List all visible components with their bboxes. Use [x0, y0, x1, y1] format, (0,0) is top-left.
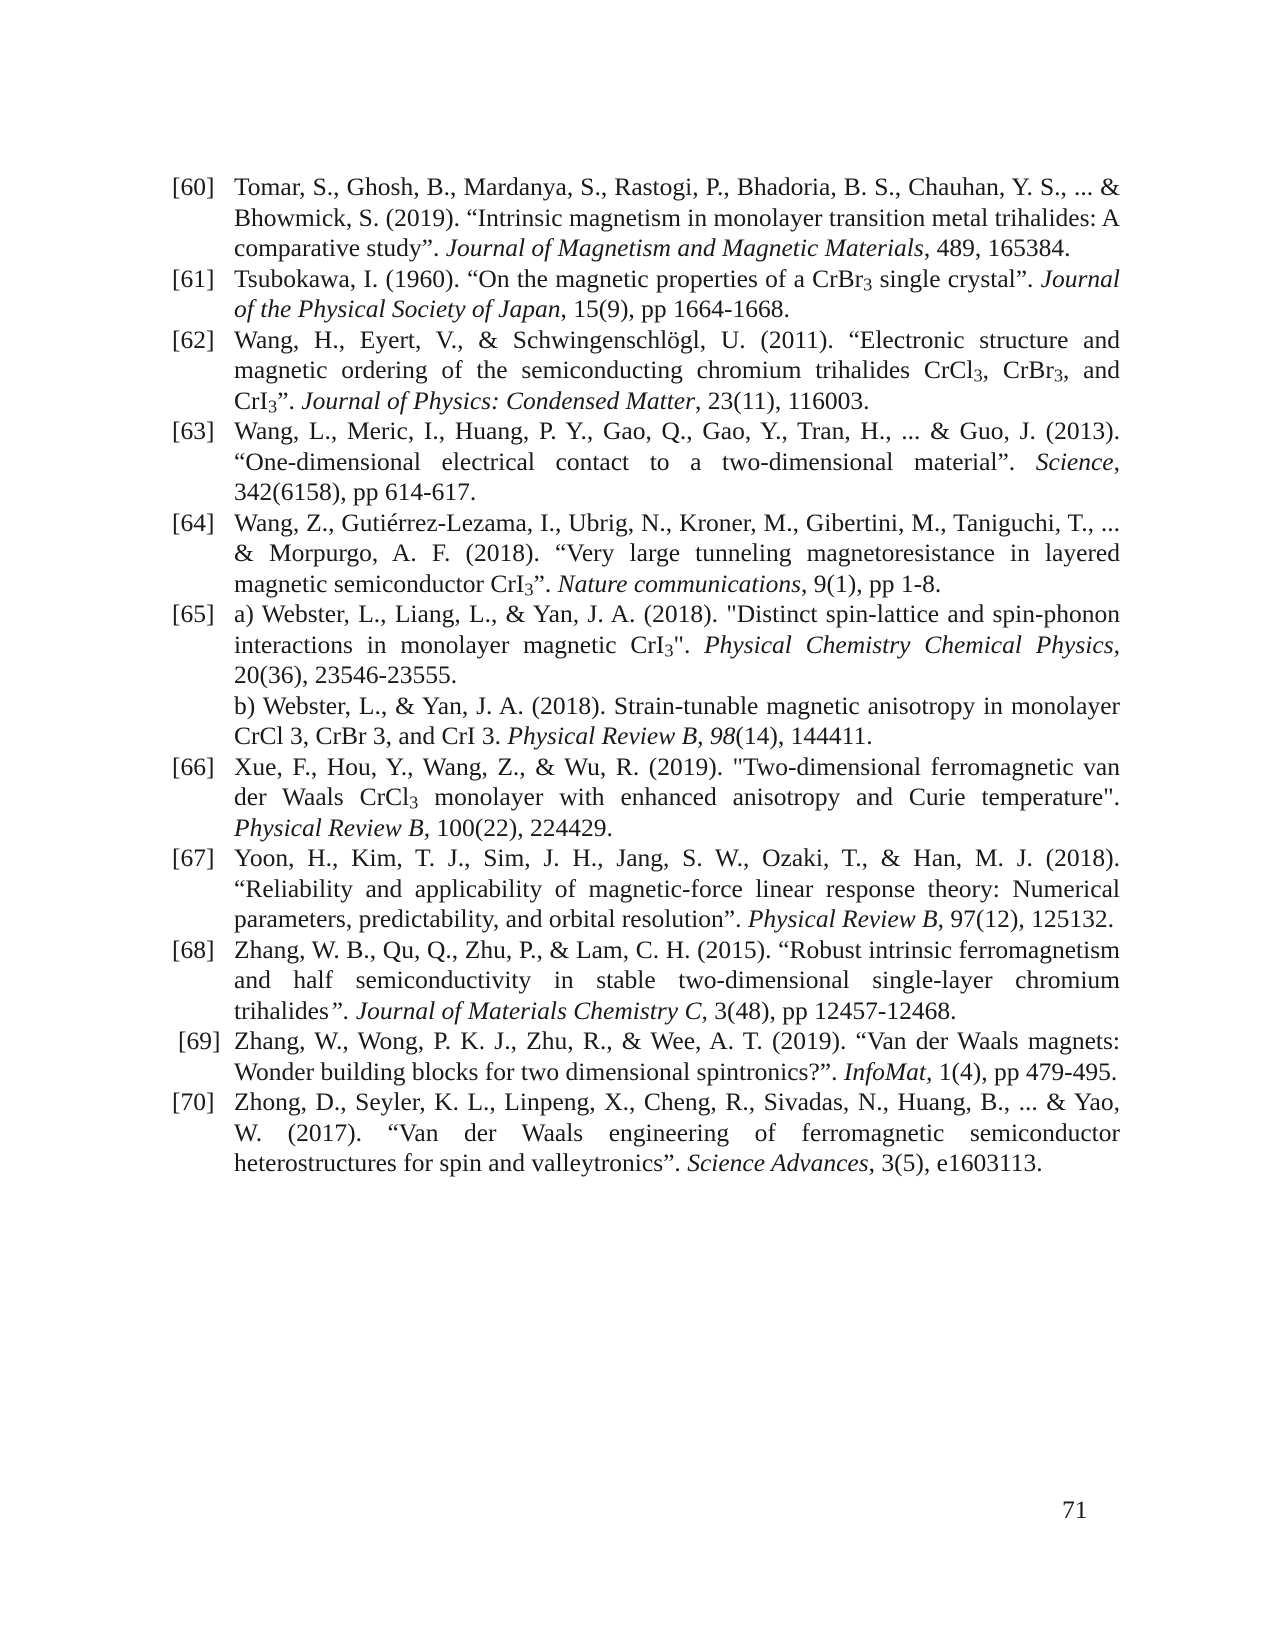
- reference-number: [69]: [178, 1026, 221, 1055]
- reference-number: [68]: [172, 934, 215, 964]
- reference-number: [61]: [172, 263, 215, 293]
- reference-number: [66]: [172, 751, 215, 781]
- reference-number: [62]: [172, 324, 215, 354]
- reference-number: [60]: [172, 172, 215, 201]
- reference-63: [63] Wang, L., Meric, I., Huang, P. Y., Gao, Q., Gao, Y., Tran, H., ... & Guo, J. (2013). “One-dimensional electrical contact to a two-dimensional material”. Science, 342(6158), pp 614-617.: [172, 416, 1120, 506]
- reference-66: [66] Xue, F., Hou, Y., Wang, Z., & Wu, R. (2019). "Two-dimensional ferromagnetic van der Waals CrCl$_3$ monolayer with enhanced anisotropy and Curie temperature". Physical Review B, 100(22), 224429.: [172, 751, 1120, 842]
- reference-number: [63]: [172, 416, 215, 445]
- reference-number: [67]: [172, 843, 215, 872]
- reference-65: [172, 599, 1120, 752]
- reference-69: [69] Zhang, W., Wong, P. K. J., Zhu, R., & Wee, A. T. (2019). “Van der Waals magnets: Wonder building blocks for two dimensional spintronics?”. InfoMat, 1(4), pp 479-495.: [178, 1026, 1120, 1086]
- reference-65a: a) Webster, L., Liang, L., & Yan, J. A. (2018). "Distinct spin-lattice and spin-phonon interactions in monolayer magnetic CrI$_3$". Physical Chemistry Chemical Physics, 20(36), 23546-23555.: [234, 599, 1120, 689]
- reference-68: [68] Zhang, W. B., Qu, Q., Zhu, P., & Lam, C. H. (2015). “Robust intrinsic ferromagnetism and half semiconductivity in stable two-dimensional single-layer chromium trihalides”. Journal of Materials Chemistry C, 3(48), pp 12457-12468.: [172, 934, 1120, 1025]
- reference-number: [64]: [172, 507, 215, 537]
- reference-64: [64] Wang, Z., Gutiérrez-Lezama, I., Ubrig, N., Kroner, M., Gibertini, M., Taniguchi, T., ... & Morpurgo, A. F. (2018). “Very large tunneling magnetoresistance in layered magnetic semiconductor CrI$_3$”. Nature communications, 9(1), pp 1-8.: [172, 507, 1120, 599]
- reference-number: [65]: [172, 599, 215, 628]
- reference-62: [62] Wang, H., Eyert, V., & Schwingenschlögl, U. (2011). “Electronic structure and magnetic ordering of the semiconducting chromium trihalides CrCl$_3$, CrBr$_3$, and CrI$_3$”. Journal of Physics: Condensed Matter, 23(11), 116003.: [172, 324, 1120, 416]
- page-number: 71: [1062, 1495, 1088, 1524]
- reference-67: [67] Yoon, H., Kim, T. J., Sim, J. H., Jang, S. W., Ozaki, T., & Han, M. J. (2018). “Reliability and applicability of magnetic-force linear response theory: Numerical parameters, predictability, and orbital resolution”. Physical Review B, 97(12), 125132.: [172, 843, 1120, 933]
- reference-60: [60] Tomar, S., Ghosh, B., Mardanya, S., Rastogi, P., Bhadoria, B. S., Chauhan, Y. S., ... & Bhowmick, S. (2019). “Intrinsic magnetism in monolayer transition metal trihalides: A comparative study”. Journal of Magnetism and Magnetic Materials, 489, 165384.: [172, 172, 1120, 262]
- reference-number: [70]: [172, 1087, 215, 1116]
- reference-list: [172, 172, 1120, 1179]
- reference-70: [70] Zhong, D., Seyler, K. L., Linpeng, X., Cheng, R., Sivadas, N., Huang, B., ... & Yao, W. (2017). “Van der Waals engineering of ferromagnetic semiconductor heterostructures for spin and valleytronics”. Science Advances, 3(5), e1603113.: [172, 1087, 1120, 1177]
- reference-65b: b) Webster, L., & Yan, J. A. (2018). Strain-tunable magnetic anisotropy in monolayer CrCl 3, CrBr 3, and CrI 3. Physical Review B, 98(14), 144411.: [234, 690, 1120, 750]
- reference-61: [61] Tsubokawa, I. (1960). “On the magnetic properties of a CrBr$_3$ single crystal”. Journal of the Physical Society of Japan, 15(9), pp 1664-1668.: [172, 263, 1120, 323]
